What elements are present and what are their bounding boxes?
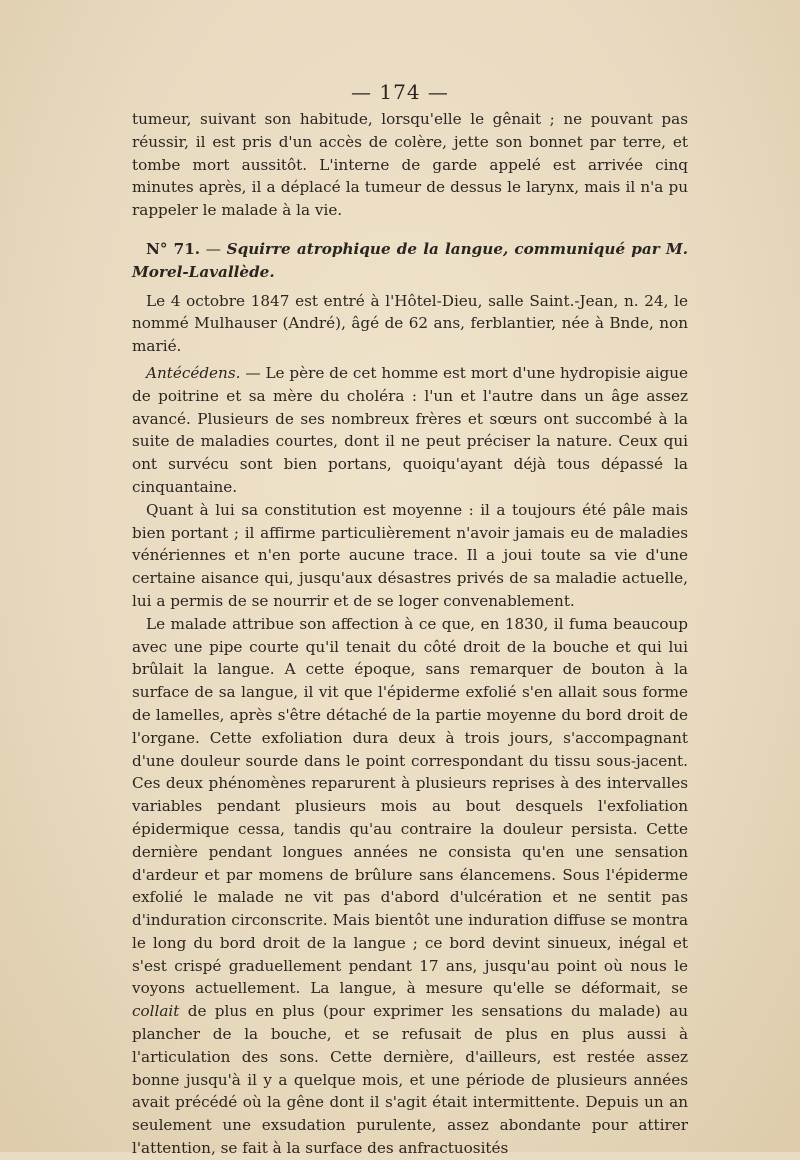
page-number: — 174 — xyxy=(351,80,449,104)
paragraph-antecedents xyxy=(132,362,688,499)
paragraph-history xyxy=(132,613,688,1160)
section-heading xyxy=(132,238,688,284)
section-number: N° 71. xyxy=(146,239,201,258)
section-dash: — xyxy=(200,239,227,258)
paragraph-constitution: Quant à lui sa constitution est moyenne : il a toujours été pâle mais bien portant ; il affirme particulièrement n'avoir jamais eu de maladies vénériennes et n'en porte aucune trace. Il a joui toute sa vie d'une certaine aisance qui, jusqu'aux désastres privés de sa maladie actuelle, lui a permis de se nourrir et de se loger convenablement. xyxy=(132,500,688,610)
antecedents-lead: Antécédens. xyxy=(146,363,241,382)
paragraph-admission: Le 4 octobre 1847 est entré à l'Hôtel-Dieu, salle Saint.-Jean, n. 24, le nommé Mulhauser (André), âgé de 62 ans, ferblantier, née à Bnde, non marié. xyxy=(132,291,688,356)
antecedents-text: — Le père de cet homme est mort d'une hydropisie aigue de poitrine et sa mère du choléra : l'un et l'autre dans un âge assez avancé. Plusieurs de ses nombreux frères et sœurs ont succombé à la suite de maladies courtes, dont il ne peut préciser la nature. Ceux qui ont survécu sont bien portans, quoiqu'ayant déjà tous dépassé la cinquantaine. xyxy=(132,363,688,496)
history-text-a: Le malade attribue son affection à ce que, en 1830, il fuma beaucoup avec une pipe courte qu'il tenait du côté droit de la bouche et qui lui brûlait la langue. A cette époque, sans remarquer de bouton à la surface de sa langue, il vit que l'épiderme exfolié s'en allait sous forme de lamelles, après s'être détaché de la partie moyenne du bord droit de l'organe. Cette exfoliation dura deux à trois jours, s'accompagnant d'une douleur sourde dans le point correspondant du tissu sous-jacent. Ces deux phénomènes reparurent à plusieurs reprises à des intervalles variables pendant plusieurs mois au bout desquels l'exfoliation épidermique cessa, tandis qu'au contraire la douleur persista. Cette dernière pendant longues années ne consista qu'en une sensation d'ardeur et par momens de brûlure sans élancemens. Sous l'épiderme exfolié le malade ne vit pas d'abord d'ulcération et ne sentit pas d'induration circonscrite. Mais bientôt une induration diffuse se montra le long du bord droit de la langue ; ce bord devint sinueux, inégal et s'est crispé graduellement pendant 17 ans, jusqu'au point où nous le voyons actuellement. La langue, à mesure qu'elle se déformait, se xyxy=(132,614,688,998)
body-text xyxy=(132,108,688,1160)
history-text-b: de plus en plus (pour exprimer les sensations du malade) au plancher de la bouche, et se refusait de plus en plus aussi à l'articulation des sons. Cette dernière, d'ailleurs, est restée assez bonne jusqu'à il y a quelque mois, et une période de plusieurs années avait précédé où la gêne dont il s'agit était intermittente. Depuis un an seulement une exsudation purulente, assez abondante pour attirer l'attention, se fait à la surface des anfractuosités xyxy=(132,1002,688,1158)
section-title: Squirre atrophique de la langue, communiqué par M. Morel-Lavallède. xyxy=(132,239,689,281)
continuation-paragraph: tumeur, suivant son habitude, lorsqu'elle le gênait ; ne pouvant pas réussir, il est pris d'un accès de colère, jette son bonnet par terre, et tombe mort aussitôt. L'interne de garde appelé est arrivée cinq minutes après, il a déplacé la tumeur de dessus le larynx, mais il n'a pu rappeler le malade à la vie. xyxy=(132,110,688,220)
history-emphasis: collait xyxy=(132,1002,180,1021)
